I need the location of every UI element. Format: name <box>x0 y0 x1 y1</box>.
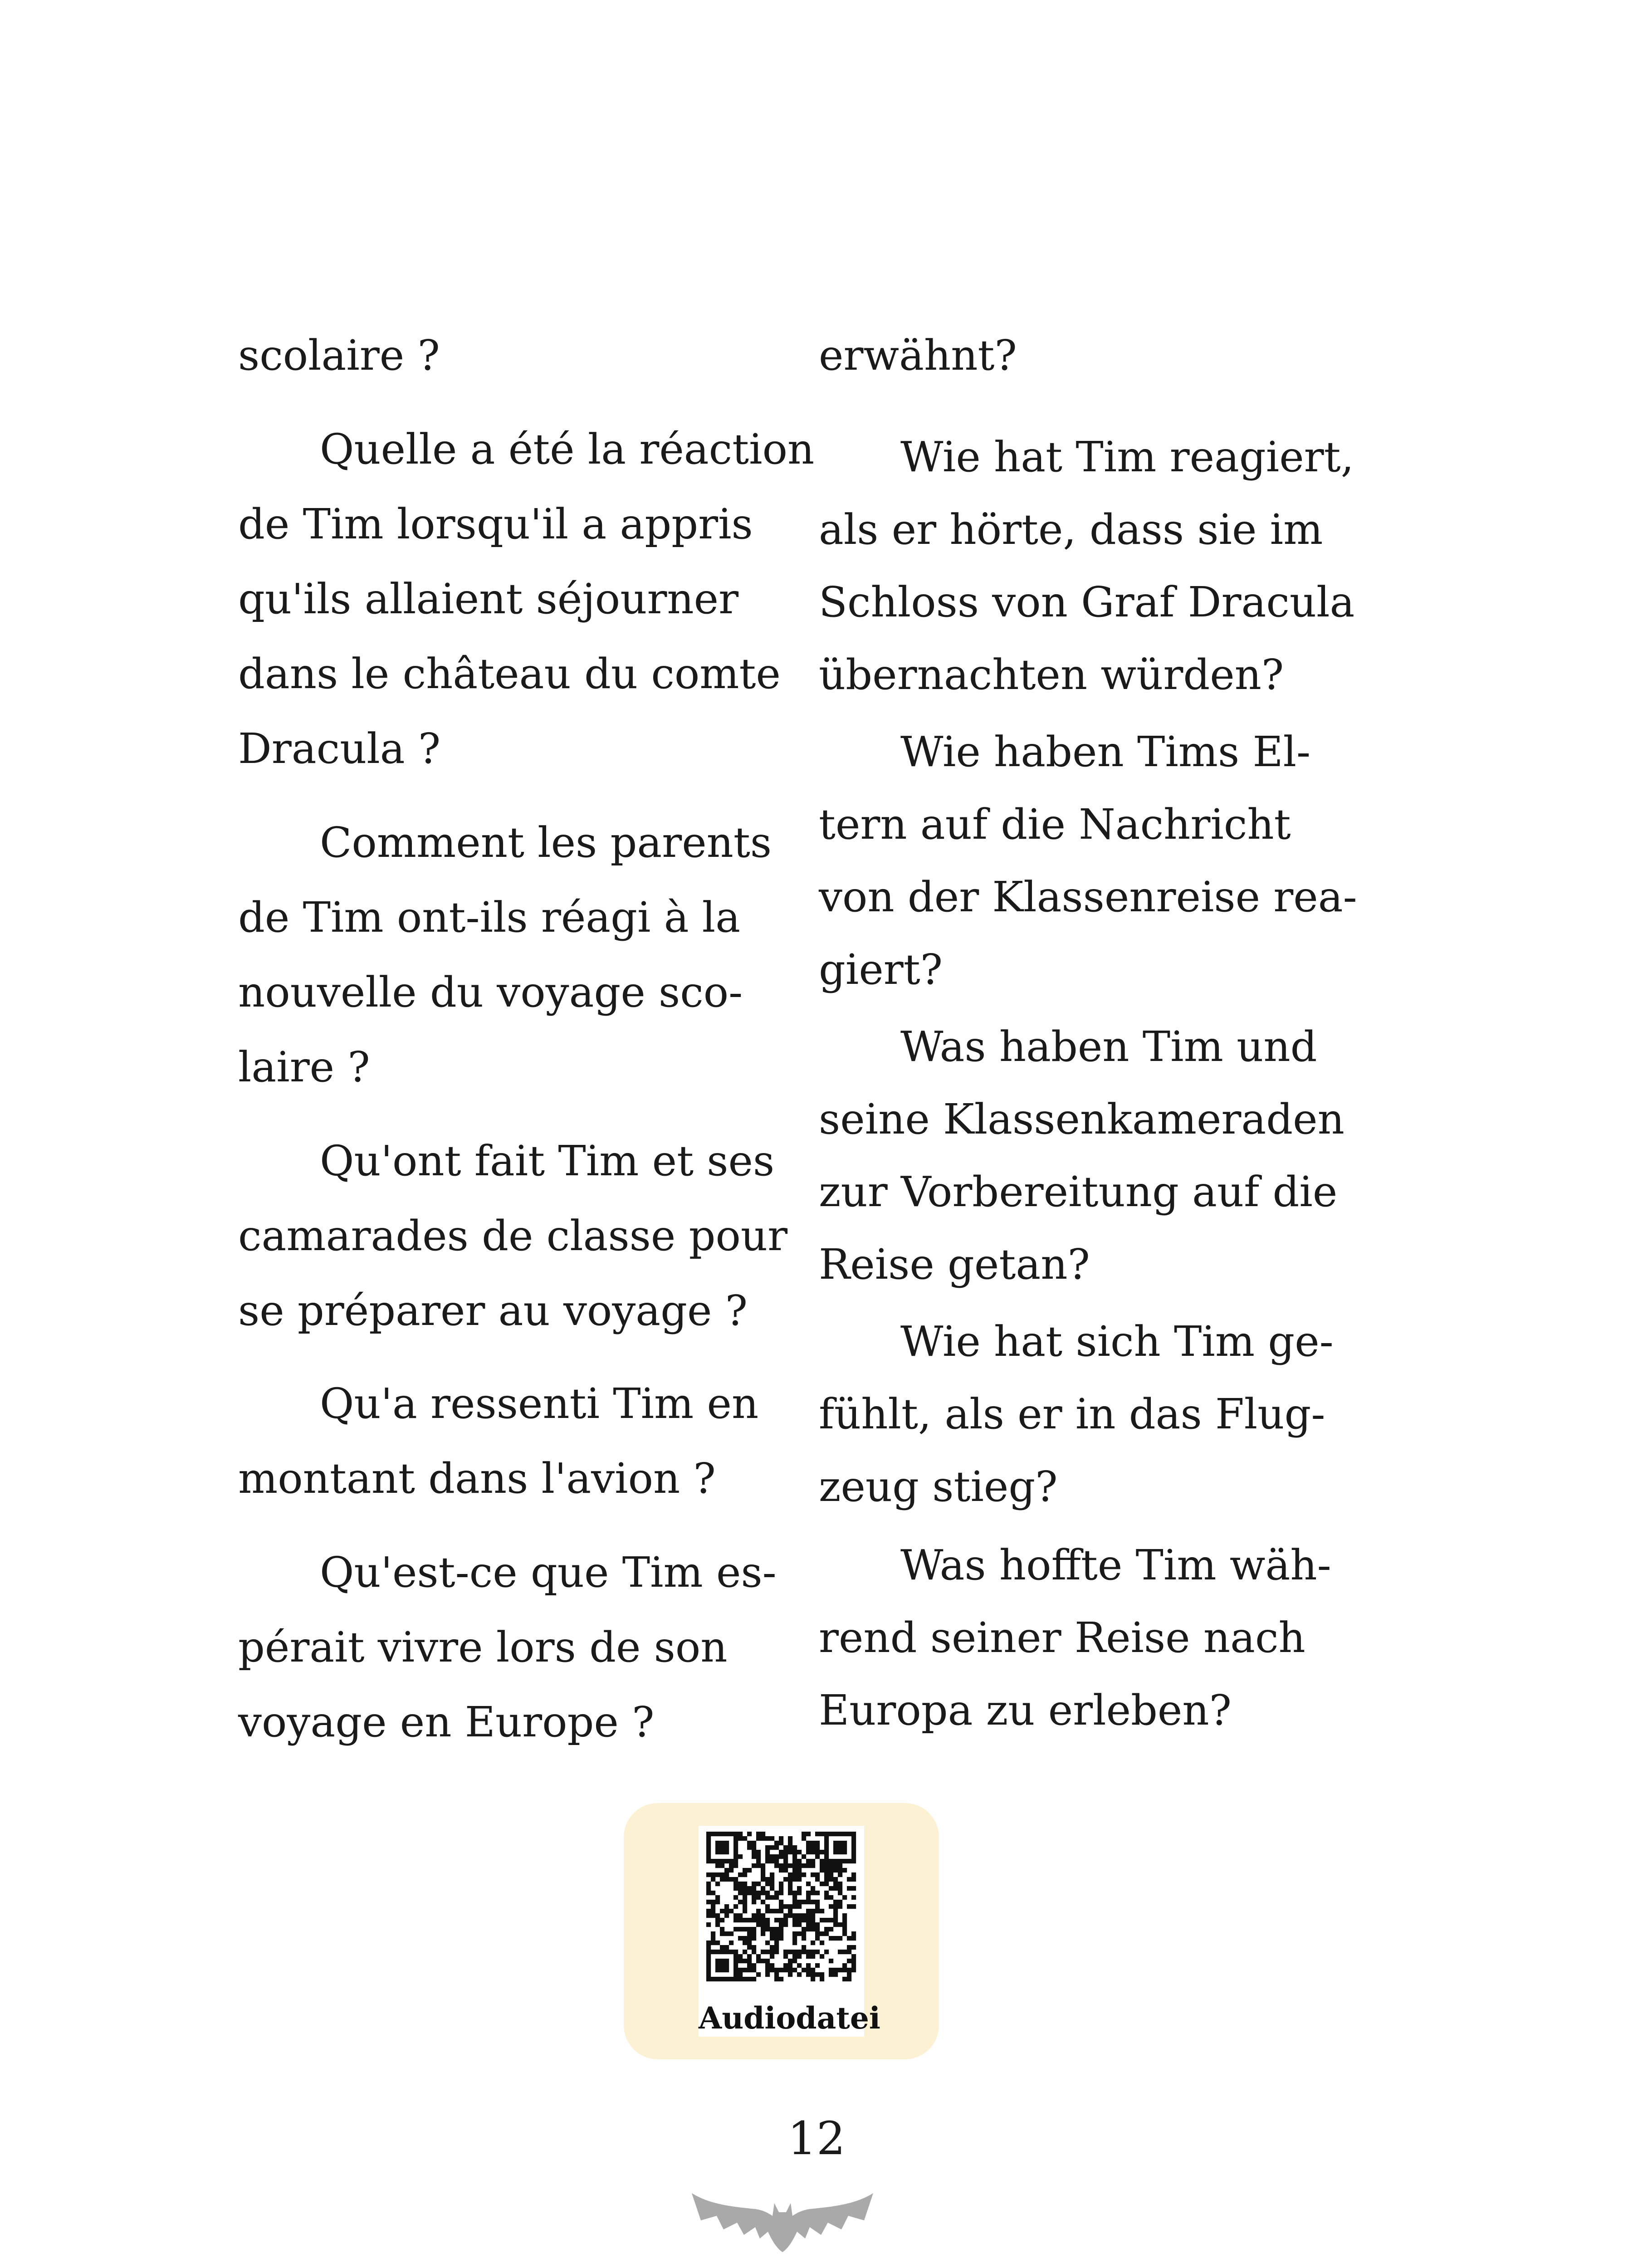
german-line: erwähnt? <box>819 331 1017 380</box>
french-line: Qu'est-ce que Tim es- <box>320 1548 777 1597</box>
french-line: Comment les parents <box>320 818 772 867</box>
french-line: Qu'a ressenti Tim en <box>320 1379 759 1428</box>
german-line: übernachten würden? <box>819 650 1284 699</box>
bat-icon <box>692 2184 873 2266</box>
german-line: als er hörte, dass sie im <box>819 505 1323 554</box>
french-line: voyage en Europe ? <box>238 1698 655 1746</box>
french-line: camarades de classe pour <box>238 1212 788 1260</box>
french-line: Qu'ont fait Tim et ses <box>320 1137 775 1185</box>
german-line: giert? <box>819 945 943 994</box>
german-line: Was haben Tim und <box>900 1022 1317 1071</box>
french-line: Dracula ? <box>238 724 441 773</box>
french-line: dans le château du comte <box>238 650 781 698</box>
german-line: Was hoffte Tim wäh- <box>900 1541 1331 1589</box>
german-line: von der Klassenreise rea- <box>819 873 1357 921</box>
german-line: Wie hat Tim reagiert, <box>900 433 1354 481</box>
german-line: Reise getan? <box>819 1240 1090 1289</box>
french-line: se préparer au voyage ? <box>238 1286 748 1335</box>
german-line: zur Vorbereitung auf die <box>819 1168 1338 1216</box>
french-line: de Tim lorsqu'il a appris <box>238 500 753 548</box>
german-line: seine Klassenkameraden <box>819 1095 1345 1144</box>
page-number: 12 <box>787 2112 846 2165</box>
german-line: Schloss von Graf Dracula <box>819 578 1355 626</box>
qr-code-icon <box>704 1829 858 1984</box>
german-line: Europa zu erleben? <box>819 1686 1232 1735</box>
german-line: fühlt, als er in das Flug- <box>819 1390 1325 1438</box>
french-line: de Tim ont-ils réagi à la <box>238 893 741 942</box>
french-line: qu'ils allaient séjourner <box>238 575 739 623</box>
french-line: nouvelle du voyage sco- <box>238 968 743 1017</box>
qr-code[interactable] <box>699 1826 880 2037</box>
german-line: tern auf die Nachricht <box>819 800 1291 849</box>
french-line: scolaire ? <box>238 331 440 380</box>
french-line: Quelle a été la réaction <box>320 425 815 474</box>
french-line: laire ? <box>238 1043 370 1091</box>
german-line: zeug stieg? <box>819 1462 1058 1511</box>
audio-file-box[interactable] <box>624 1803 939 2059</box>
french-line: montant dans l'avion ? <box>238 1454 716 1503</box>
german-line: Wie hat sich Tim ge- <box>900 1317 1334 1366</box>
german-line: Wie haben Tims El- <box>900 728 1311 776</box>
german-line: rend seiner Reise nach <box>819 1613 1305 1662</box>
french-line: pérait vivre lors de son <box>238 1623 728 1672</box>
audio-file-label: Audiodatei <box>699 2000 880 2036</box>
